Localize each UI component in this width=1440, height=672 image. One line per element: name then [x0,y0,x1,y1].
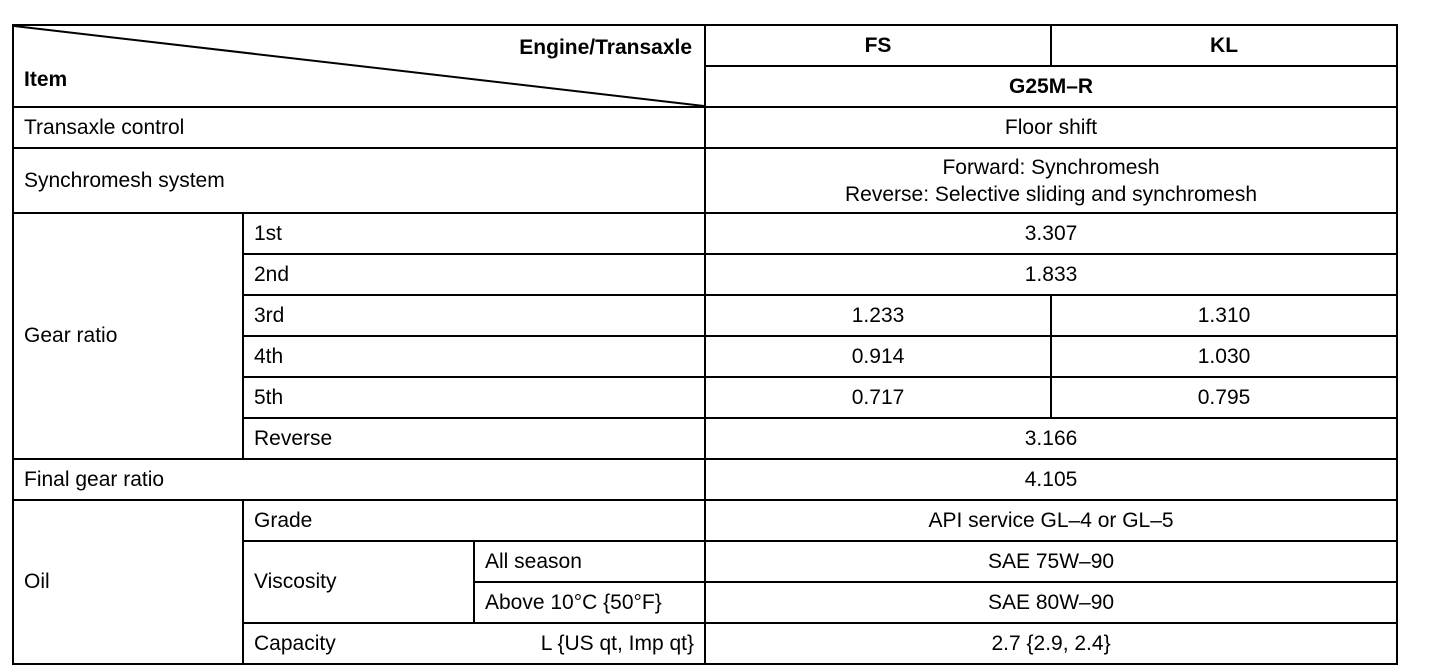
synchromesh-value [705,148,1397,213]
table-row [13,459,1397,500]
table-row [13,500,1397,541]
gear-4th-kl-value: 1.030 [1051,336,1397,377]
gear-2nd-value: 1.833 [705,254,1397,295]
column-kl-header: KL [1051,25,1397,66]
table-row [13,107,1397,148]
oil-viscosity-label: Viscosity [243,541,474,623]
gear-ratio-label: Gear ratio [13,213,243,459]
synchromesh-reverse: Reverse: Selective sliding and synchromesh [845,182,1258,206]
oil-grade-value: API service GL–4 or GL–5 [705,500,1397,541]
final-gear-ratio-label: Final gear ratio [13,459,705,500]
viscosity-all-season-label: All season [474,541,705,582]
gear-5th-kl-value: 0.795 [1051,377,1397,418]
viscosity-above-value: SAE 80W–90 [705,582,1397,623]
gear-1st-value: 3.307 [705,213,1397,254]
oil-capacity-cell [243,623,705,664]
synchromesh-label: Synchromesh system [13,148,705,213]
transaxle-control-label: Transaxle control [13,107,705,148]
oil-capacity-label: Capacity [254,631,336,655]
oil-grade-label: Grade [243,500,705,541]
table-row [13,148,1397,213]
column-fs-header: FS [705,25,1051,66]
transaxle-control-value: Floor shift [705,107,1397,148]
gear-3rd-fs-value: 1.233 [705,295,1051,336]
oil-capacity-value: 2.7 {2.9, 2.4} [705,623,1397,664]
gear-reverse-value: 3.166 [705,418,1397,459]
oil-capacity-unit: L {US qt, Imp qt} [540,631,695,655]
final-gear-ratio-value: 4.105 [705,459,1397,500]
specification-table [12,24,1398,665]
gear-5th-fs-value: 0.717 [705,377,1051,418]
gear-2nd-label: 2nd [243,254,705,295]
gear-5th-label: 5th [243,377,705,418]
engine-transaxle-label: Engine/Transaxle [519,36,693,59]
gear-1st-label: 1st [243,213,705,254]
viscosity-above-label: Above 10°C {50°F} [474,582,705,623]
synchromesh-forward: Forward: Synchromesh [942,155,1160,179]
gear-3rd-label: 3rd [243,295,705,336]
gear-4th-label: 4th [243,336,705,377]
item-label: Item [24,68,68,91]
oil-label: Oil [13,500,243,664]
gear-4th-fs-value: 0.914 [705,336,1051,377]
table-corner-header [13,25,705,107]
gear-3rd-kl-value: 1.310 [1051,295,1397,336]
model-header: G25M–R [705,66,1397,107]
gear-reverse-label: Reverse [243,418,705,459]
viscosity-all-season-value: SAE 75W–90 [705,541,1397,582]
table-row [13,213,1397,254]
